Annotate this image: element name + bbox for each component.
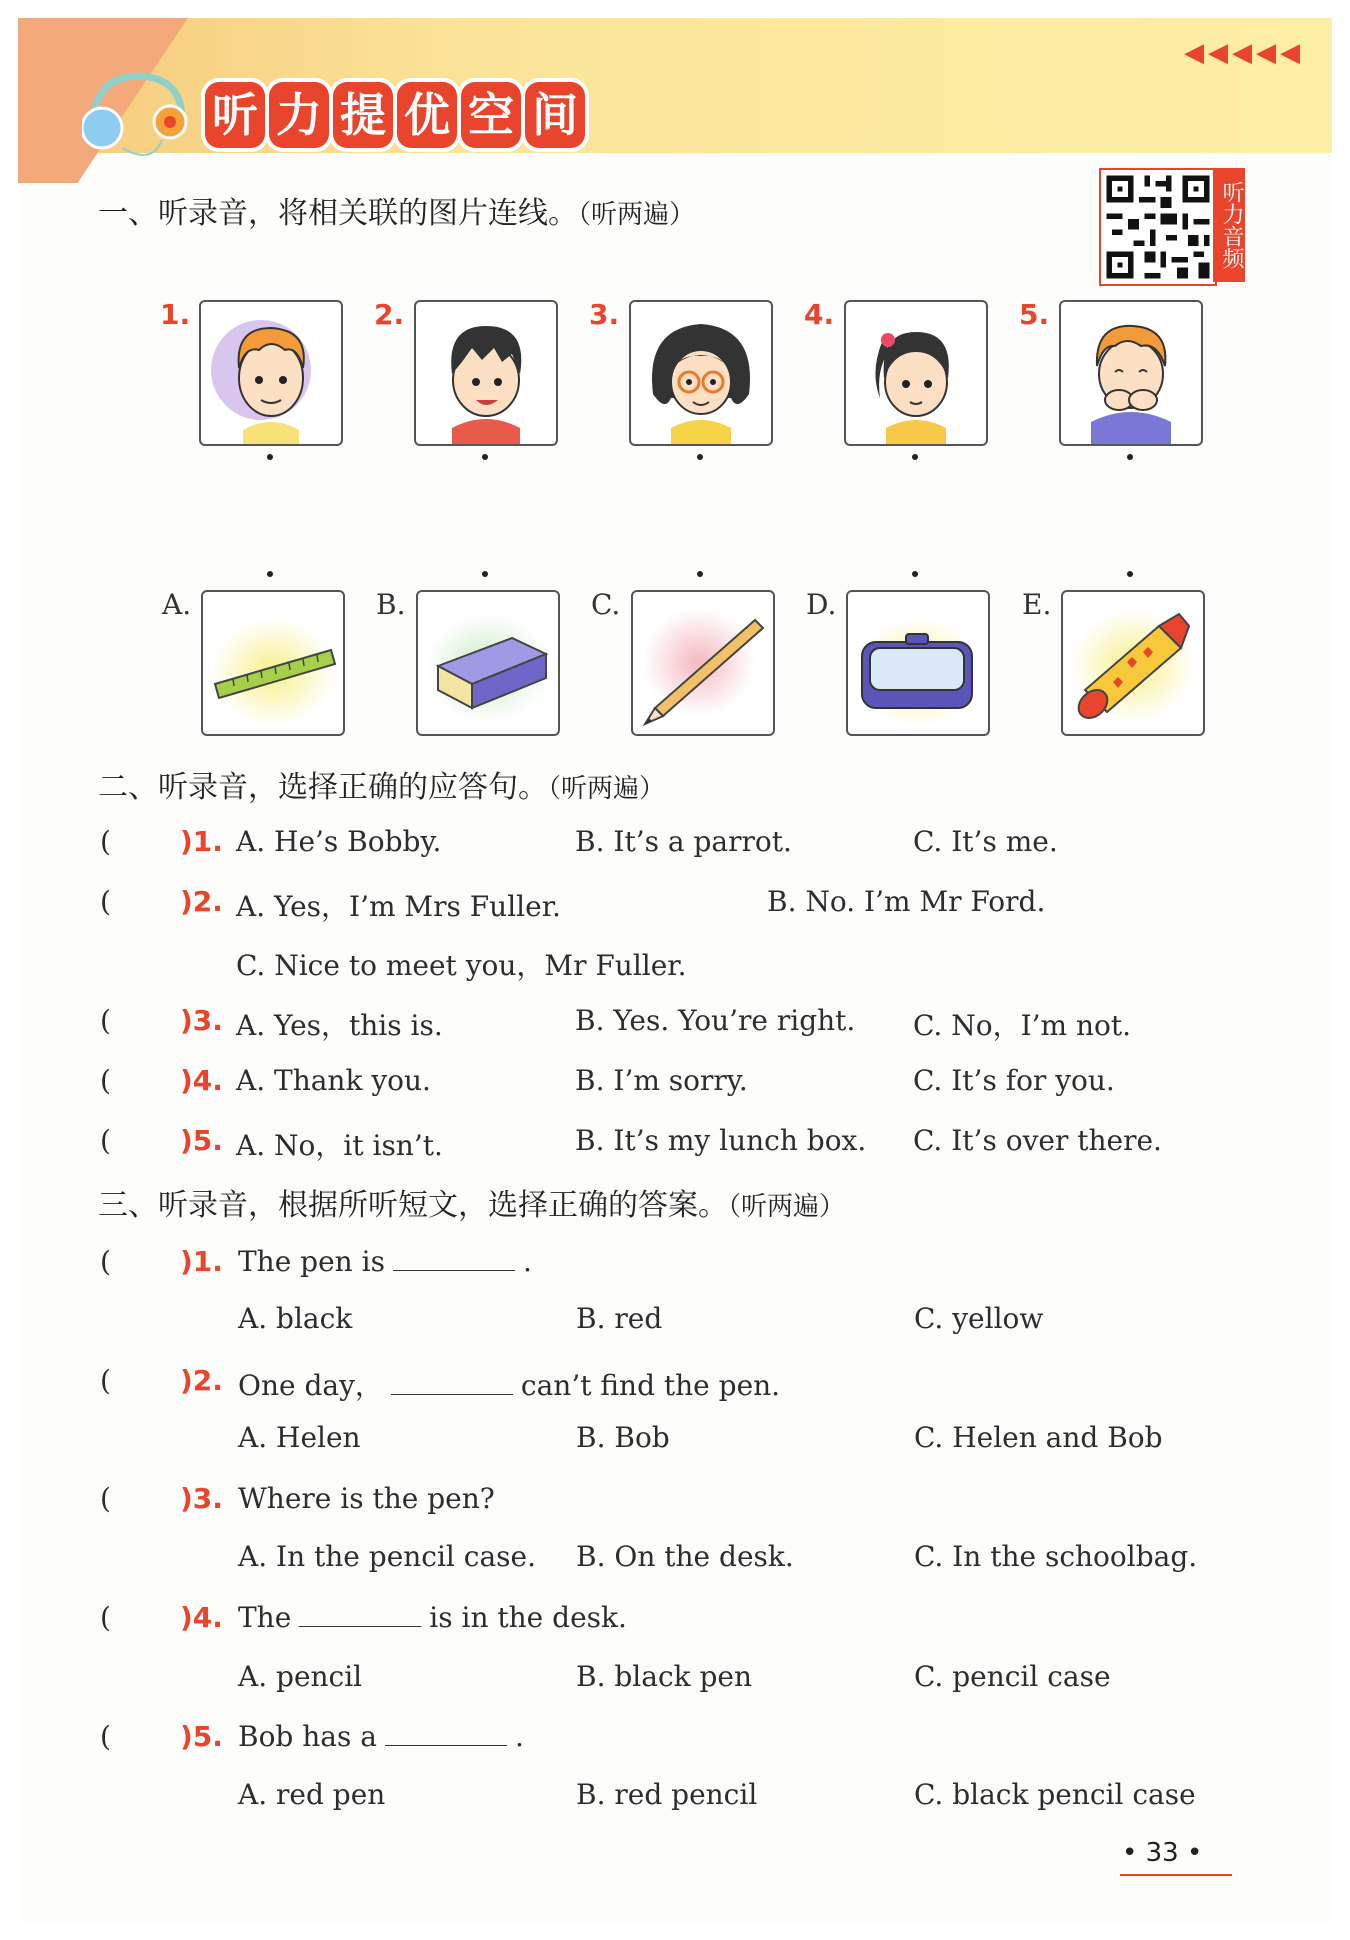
option-letter: D.: [806, 588, 837, 621]
picture-frame-a: [201, 590, 345, 736]
qr-audio-label: 听力音频: [1213, 168, 1245, 282]
section2-heading: 二、听录音，选择正确的应答句。（听两遍）: [98, 770, 666, 805]
option-a: A. black: [238, 1302, 353, 1335]
option-a: A. Yes，I’m Mrs Fuller.: [236, 890, 561, 923]
option-letter: A.: [162, 588, 192, 621]
lunch-box-icon: [848, 592, 988, 734]
qr-code-icon[interactable]: [1099, 168, 1217, 286]
option-c: C. pencil case: [914, 1660, 1111, 1693]
picture-frame-3: [629, 300, 773, 446]
option-c: C. Nice to meet you，Mr Fuller.: [236, 949, 687, 982]
pencil-icon: [633, 592, 773, 734]
option-c: C. yellow: [914, 1302, 1044, 1335]
option-c: C. It’s me.: [913, 825, 1058, 858]
boy-covering-mouth-icon: [1061, 302, 1201, 444]
item-number: 2.: [374, 298, 405, 331]
answer-blank[interactable]: [391, 1370, 513, 1395]
answer-blank[interactable]: [299, 1602, 421, 1627]
answer-paren[interactable]: (: [100, 1064, 111, 1097]
option-a: A. No，it isn’t.: [236, 1129, 443, 1162]
option-a: A. Helen: [238, 1421, 361, 1454]
answer-paren[interactable]: (: [100, 1720, 111, 1753]
picture-frame-4: [844, 300, 988, 446]
option-b: B. It’s my lunch box.: [575, 1124, 867, 1157]
boy-curly-hair-face-icon: [201, 302, 341, 444]
option-c: C. black pencil case: [914, 1778, 1196, 1811]
question-text: Where is the pen?: [238, 1482, 495, 1515]
question-number: )5.: [180, 1124, 223, 1157]
answer-paren[interactable]: (: [100, 885, 111, 918]
item-number: 1.: [160, 298, 191, 331]
question-number: )2.: [180, 885, 223, 918]
question-number: )5.: [180, 1720, 223, 1753]
picture-frame-d: [846, 590, 990, 736]
question-text: One day， can’t find the pen.: [238, 1369, 781, 1402]
option-b: B. It’s a parrot.: [575, 825, 792, 858]
question-text: The is in the desk.: [238, 1601, 627, 1634]
option-b: B. red: [576, 1302, 663, 1335]
answer-blank[interactable]: [385, 1721, 507, 1746]
option-c: C. In the schoolbag.: [914, 1540, 1198, 1573]
boy-black-hair-face-icon: [416, 302, 556, 444]
option-b: B. Bob: [576, 1421, 670, 1454]
picture-frame-e: [1061, 590, 1205, 736]
option-a: A. In the pencil case.: [238, 1540, 537, 1573]
question-text: The pen is .: [238, 1245, 532, 1278]
question-number: )3.: [180, 1482, 223, 1515]
section1-heading: 一、听录音，将相关联的图片连线。（听两遍）: [98, 196, 696, 231]
question-number: )1.: [180, 825, 223, 858]
question-number: )3.: [180, 1004, 223, 1037]
option-letter: B.: [376, 588, 406, 621]
section3-heading: 三、听录音，根据所听短文，选择正确的答案。（听两遍）: [98, 1188, 846, 1223]
question-number: )4.: [180, 1601, 223, 1634]
option-a: A. pencil: [238, 1660, 363, 1693]
option-a: A. red pen: [238, 1778, 386, 1811]
item-number: 3.: [589, 298, 620, 331]
option-b: B. No. I’m Mr Ford.: [767, 885, 1046, 918]
picture-frame-c: [631, 590, 775, 736]
option-b: B. On the desk.: [576, 1540, 794, 1573]
question-number: )4.: [180, 1064, 223, 1097]
option-c: C. No，I’m not.: [913, 1009, 1132, 1042]
option-letter: E.: [1022, 588, 1052, 621]
answer-paren[interactable]: (: [100, 825, 111, 858]
page-number-underline: [1120, 1874, 1232, 1876]
option-b: B. black pen: [576, 1660, 753, 1693]
answer-paren[interactable]: (: [100, 1245, 111, 1278]
page-number: • 33 •: [1122, 1838, 1203, 1868]
item-number: 5.: [1019, 298, 1050, 331]
arrow-decoration-icon: ◀◀◀◀◀: [1184, 38, 1304, 68]
question-number: )2.: [180, 1364, 223, 1397]
answer-paren[interactable]: (: [100, 1364, 111, 1397]
picture-frame-5: [1059, 300, 1203, 446]
headphones-icon: [82, 70, 192, 160]
girl-glasses-face-icon: [631, 302, 771, 444]
option-letter: C.: [591, 588, 621, 621]
picture-frame-b: [416, 590, 560, 736]
girl-ponytail-face-icon: [846, 302, 986, 444]
option-b: B. I’m sorry.: [575, 1064, 748, 1097]
answer-paren[interactable]: (: [100, 1601, 111, 1634]
option-b: B. red pencil: [576, 1778, 758, 1811]
option-c: C. Helen and Bob: [914, 1421, 1163, 1454]
item-number: 4.: [804, 298, 835, 331]
picture-frame-1: [199, 300, 343, 446]
option-a: A. He’s Bobby.: [236, 825, 442, 858]
question-number: )1.: [180, 1245, 223, 1278]
answer-paren[interactable]: (: [100, 1124, 111, 1157]
option-c: C. It’s over there.: [913, 1124, 1162, 1157]
crayon-icon: [1063, 592, 1203, 734]
answer-paren[interactable]: (: [100, 1482, 111, 1515]
eraser-icon: [418, 592, 558, 734]
picture-frame-2: [414, 300, 558, 446]
answer-blank[interactable]: [393, 1246, 515, 1271]
option-b: B. Yes. You’re right.: [575, 1004, 856, 1037]
ruler-icon: [203, 592, 343, 734]
answer-paren[interactable]: (: [100, 1004, 111, 1037]
page-title: 听 力 提 优 空 间: [205, 82, 585, 148]
option-a: A. Yes，this is.: [236, 1009, 443, 1042]
option-c: C. It’s for you.: [913, 1064, 1115, 1097]
question-text: Bob has a .: [238, 1720, 524, 1753]
option-a: A. Thank you.: [236, 1064, 431, 1097]
